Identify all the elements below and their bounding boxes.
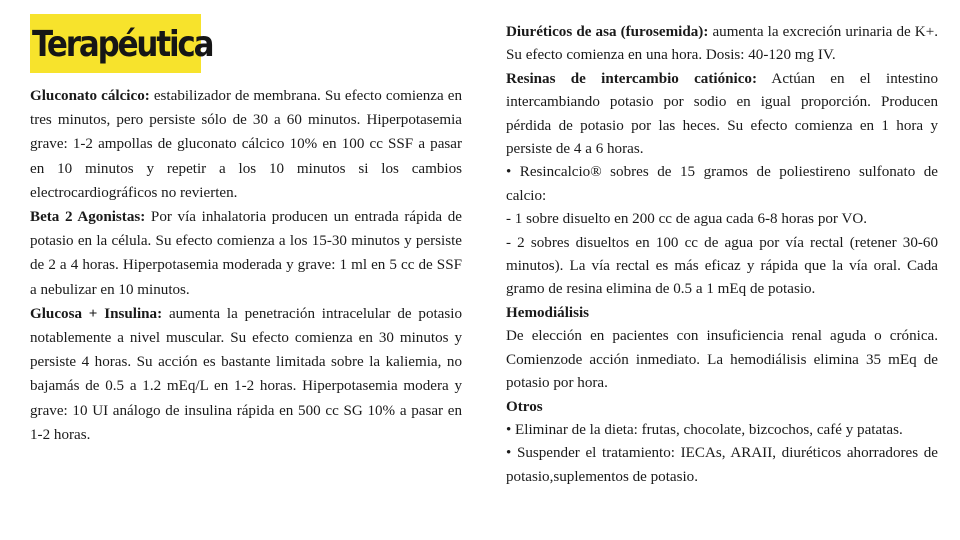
diureticos-text: aumenta la excreción urinaria de K+. Su efecto comienza en una hora. Dosis: 40-120 mg IV. — [506, 24, 938, 64]
gluconato-paragraph — [30, 84, 462, 205]
beta2-paragraph — [30, 205, 462, 302]
hemodialisis-heading: Hemodiálisis — [506, 304, 590, 321]
glucosa-paragraph — [30, 302, 462, 447]
page-title: Terapéutica — [32, 24, 213, 65]
glucosa-text: aumenta la penetración intracelular de potasio notablemente a nivel muscular. Su efecto comienza en 30 minutos y persiste 4 horas. Su acción es bastante limitada sobre la kaliemia, no bajamás de 0.5 a 1.2 mEq/L en 1-2 horas. Hiperpotasemia modera y grave: 10 UI análogo de insulina rápida en 500 cc SG 10% a pasar en 1-2 horas. — [30, 305, 462, 443]
resinas-heading: Resinas de intercambio catiónico: — [506, 70, 757, 87]
diureticos-paragraph — [506, 21, 938, 68]
glucosa-heading: Glucosa + Insulina: — [30, 305, 163, 322]
left-column — [30, 84, 462, 447]
gluconato-text: estabilizador de membrana. Su efecto comienza en tres minutos, pero persiste sólo de 30 a 60 minutos. Hiperpotasemia grave: 1-2 ampollas de gluconato cálcico 10% en 100 cc SSF a pasar en 10 minutos y repetir a los 10 minutos si los cambios electrocardiográficos no revierten. — [30, 88, 463, 201]
diureticos-heading: Diuréticos de asa (furosemida): — [506, 24, 709, 40]
gluconato-heading: Gluconato cálcico: — [30, 88, 150, 104]
beta2-heading: Beta 2 Agonistas: — [30, 209, 146, 226]
resincalcio-line: • Resincalcio® sobres de 15 gramos de poliestireno sulfonato de calcio: — [506, 164, 938, 204]
otros-item-tratamiento: • Suspender el tratamiento: IECAs, ARAII, diuréticos ahorradores de potasio,suplementos de potasio. — [506, 445, 938, 485]
hemodialisis-text: De elección en pacientes con insuficiencia renal aguda o crónica. Comienzode acción inmediato. La hemodiálisis elimina 35 mEq de potasio por hora. — [506, 328, 938, 392]
resinas-text: Actúan en el intestino intercambiando potasio por sodio en igual proporción. Producen pérdida de potasio por las heces. Su efecto comienza en 1 hora y persiste de 4 a 6 horas. — [506, 70, 938, 158]
otros-heading: Otros — [506, 398, 543, 415]
beta2-text: Por vía inhalatoria producen un entrada rápida de potasio en la célula. Su efecto comienza a los 15-30 minutos y persiste de 2 a 4 horas. Hiperpotasemia moderada y grave: 1 ml en 5 cc de SSF a nebulizar en 10 minutos. — [30, 209, 463, 298]
right-column — [506, 21, 938, 489]
dosis-oral-line: - 1 sobre disuelto en 200 cc de agua cada 6-8 horas por VO. — [506, 211, 868, 228]
otros-item-dieta: • Eliminar de la dieta: frutas, chocolate, bizcochos, café y patatas. — [506, 421, 903, 438]
resinas-paragraph — [506, 68, 938, 162]
dosis-rectal-line: - 2 sobres disueltos en 100 cc de agua por vía rectal (retener 30-60 minutos). La vía rectal es más eficaz y rápida que la vía oral. Cada gramo de resina elimina de 0.5 a 1 mEq de potasio. — [506, 234, 938, 298]
